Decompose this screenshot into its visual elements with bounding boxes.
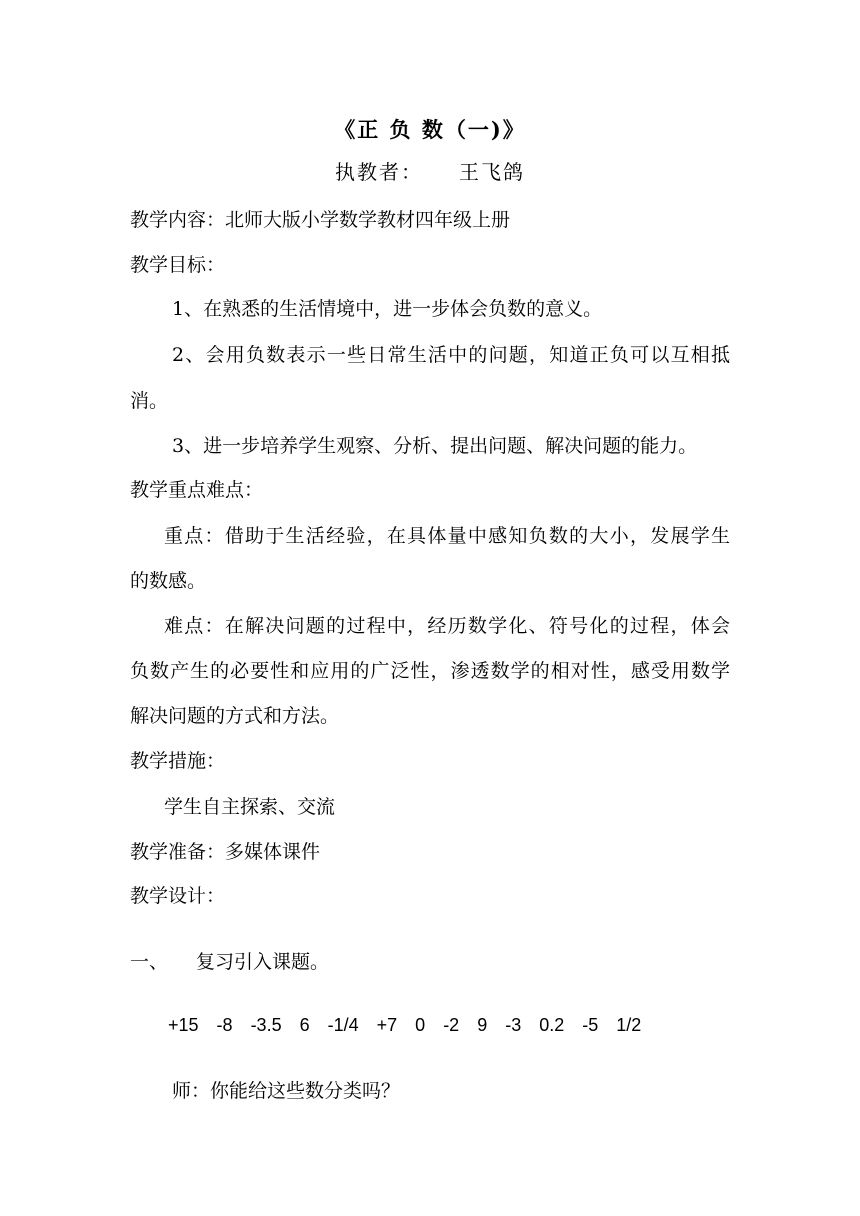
number-item: -2 <box>443 1015 460 1035</box>
measures-heading: 教学措施： <box>130 750 226 772</box>
number-item: 9 <box>477 1015 488 1035</box>
goal-item-1: 1、在熟悉的生活情境中，进一步体会负数的意义。 <box>172 298 603 320</box>
number-item: -8 <box>216 1015 233 1035</box>
teacher-line <box>0 160 860 184</box>
difficulty-point-cont-2: 解决问题的方式和方法。 <box>130 705 340 727</box>
goals-heading: 教学目标： <box>130 254 226 276</box>
goal-item-3: 3、进一步培养学生观察、分析、提出问题、解决问题的能力。 <box>172 435 698 457</box>
section-number: 一、 <box>130 951 169 973</box>
measures-text: 学生自主探索、交流 <box>164 796 336 818</box>
number-item: +15 <box>168 1015 199 1035</box>
number-item: 0.2 <box>539 1015 565 1035</box>
number-item: +7 <box>376 1015 398 1035</box>
section-title: 复习引入课题。 <box>196 951 330 973</box>
section-1-heading <box>130 950 329 974</box>
teacher-name: 王飞鸽 <box>459 160 525 184</box>
difficulty-point-cont-1: 负数产生的必要性和应用的广泛性，渗透数学的相对性，感受用数学 <box>130 660 730 682</box>
key-points-heading: 教学重点难点： <box>130 479 264 501</box>
teacher-question: 师：你能给这些数分类吗？ <box>172 1080 401 1102</box>
focus-point-cont: 的数感。 <box>130 570 207 592</box>
number-item: -3 <box>505 1015 522 1035</box>
teacher-label: 执教者： <box>335 160 423 184</box>
design-heading: 教学设计： <box>130 885 226 907</box>
goal-item-2-cont: 消。 <box>130 390 169 412</box>
number-item: -5 <box>582 1015 599 1035</box>
number-item: -3.5 <box>250 1015 282 1035</box>
teaching-content: 教学内容：北师大版小学数学教材四年级上册 <box>130 209 511 231</box>
number-item: 6 <box>299 1015 310 1035</box>
number-list <box>168 1013 659 1037</box>
goal-item-2: 2、会用负数表示一些日常生活中的问题，知道正负可以互相抵 <box>172 344 730 366</box>
preparation: 教学准备：多媒体课件 <box>130 841 321 863</box>
number-item: -1/4 <box>327 1015 359 1035</box>
document-title: 《正 负 数（一)》 <box>334 117 526 142</box>
number-item: 1/2 <box>616 1015 642 1035</box>
focus-point: 重点：借助于生活经验，在具体量中感知负数的大小，发展学生 <box>164 525 730 547</box>
difficulty-point: 难点：在解决问题的过程中，经历数学化、符号化的过程，体会 <box>164 615 730 637</box>
number-item: 0 <box>415 1015 426 1035</box>
